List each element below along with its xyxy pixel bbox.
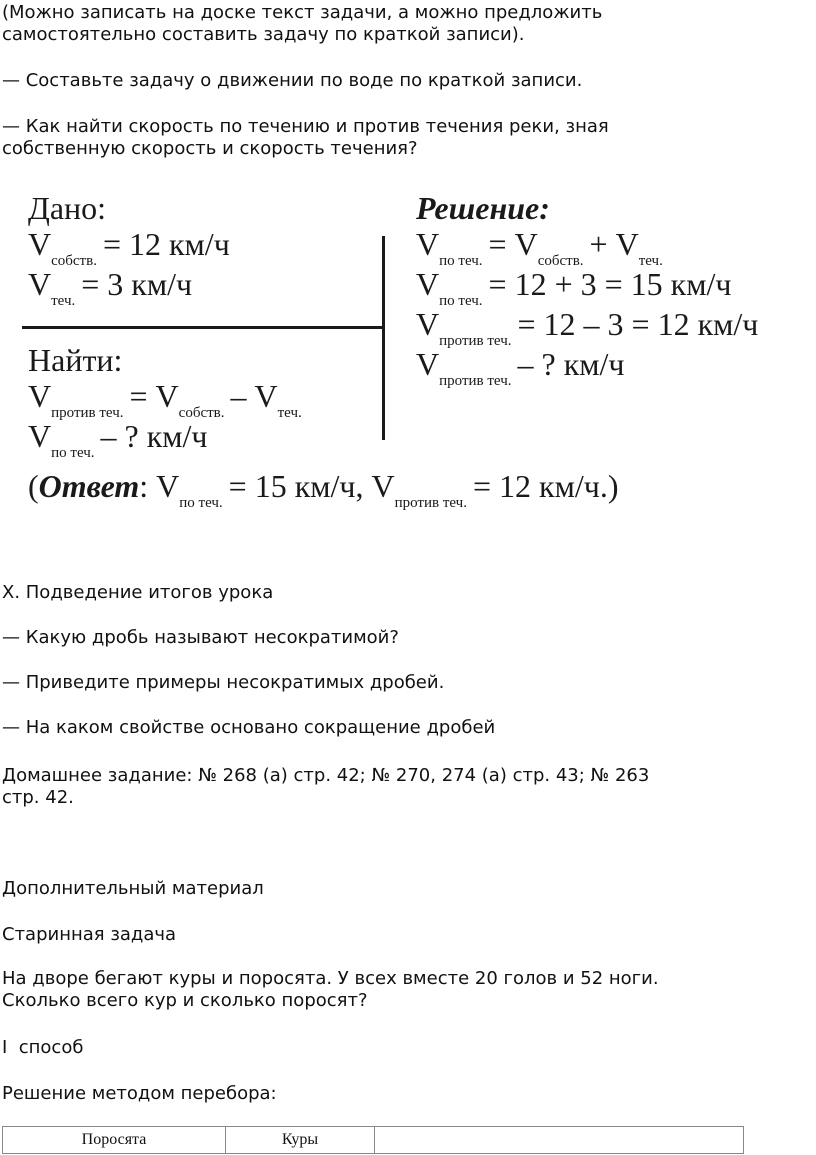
extra-material-heading: Дополнительный материал — [2, 878, 264, 899]
table-header-empty — [375, 1127, 744, 1154]
question-compose-task: — Составьте задачу о движении по воде по краткой записи. — [2, 70, 583, 91]
question-examples: — Приведите примеры несократимых дробей. — [2, 672, 445, 693]
task-paragraph — [2, 968, 802, 1012]
solution-upstream: $V_{против теч.} = 12 - 3 = 12$ км/ч — [416, 306, 759, 349]
find-title: Найти: — [28, 342, 123, 378]
homework-line-1: Домашнее задание: № 268 (а) стр. 42; № 270, 274 (а) стр. 43; № 263 — [2, 765, 650, 786]
task-line-1: На дворе бегают куры и поросята. У всех вместе 20 голов и 52 ноги. — [2, 968, 659, 989]
figure-vertical-divider — [382, 236, 385, 440]
question-property: — На каком свойстве основано сокращение дробей — [2, 717, 496, 738]
task-line-2: Сколько всего кур и сколько поросят? — [2, 990, 368, 1011]
solution-downstream: $V_{по теч.} = 12 + 3 = 15$ км/ч — [416, 266, 732, 309]
solution-formula: $V_{по теч.} = V_{собств.} + V_{теч.}$ — [416, 226, 663, 269]
solution-upstream-unknown: $V_{против теч.}$ – ? км/ч — [416, 346, 625, 389]
section-summary-heading: X. Подведение итогов урока — [2, 582, 274, 603]
given-current-speed: $V_{теч.} = 3$ км/ч — [28, 266, 193, 309]
table-header-pigs: Поросята — [3, 1127, 226, 1154]
find-upstream-formula: $V_{против теч.} = V_{собств.} - V_{теч.}$ — [28, 378, 302, 421]
homework-line-2: стр. 42. — [2, 787, 74, 808]
homework-paragraph — [2, 765, 802, 809]
intro-line-2: самостоятельно составить задачу по краткой записи). — [2, 24, 525, 45]
question-find-speed-line-2: собственную скорость и скорость течения? — [2, 138, 418, 159]
question-find-speed — [2, 116, 802, 160]
given-title: Дано: — [28, 190, 107, 226]
solution-title: Решение: — [416, 190, 550, 226]
given-own-speed: $V_{собств.} = 12$ км/ч — [28, 226, 230, 269]
table-row — [3, 1127, 744, 1154]
problem-figure — [22, 186, 812, 516]
method-description: Решение методом перебора: — [2, 1083, 277, 1104]
figure-horizontal-divider — [22, 326, 384, 329]
intro-line-1: (Можно записать на доске текст задачи, а можно предложить — [2, 2, 603, 23]
question-irreducible: — Какую дробь называют несократимой? — [2, 627, 399, 648]
question-find-speed-line-1: — Как найти скорость по течению и против течения реки, зная — [2, 116, 609, 137]
method-heading: I способ — [2, 1037, 84, 1058]
table-header-chickens: Куры — [226, 1127, 375, 1154]
answer-line: (Ответ: $V_{по теч.} = 15$ км/ч, $V_{против теч.} = 12$ км/ч.) — [28, 468, 619, 511]
old-task-heading: Старинная задача — [2, 924, 177, 945]
enumeration-table — [2, 1126, 744, 1154]
intro-paragraph — [2, 2, 802, 46]
find-downstream: $V_{по теч.}$ – ? км/ч — [28, 418, 208, 461]
